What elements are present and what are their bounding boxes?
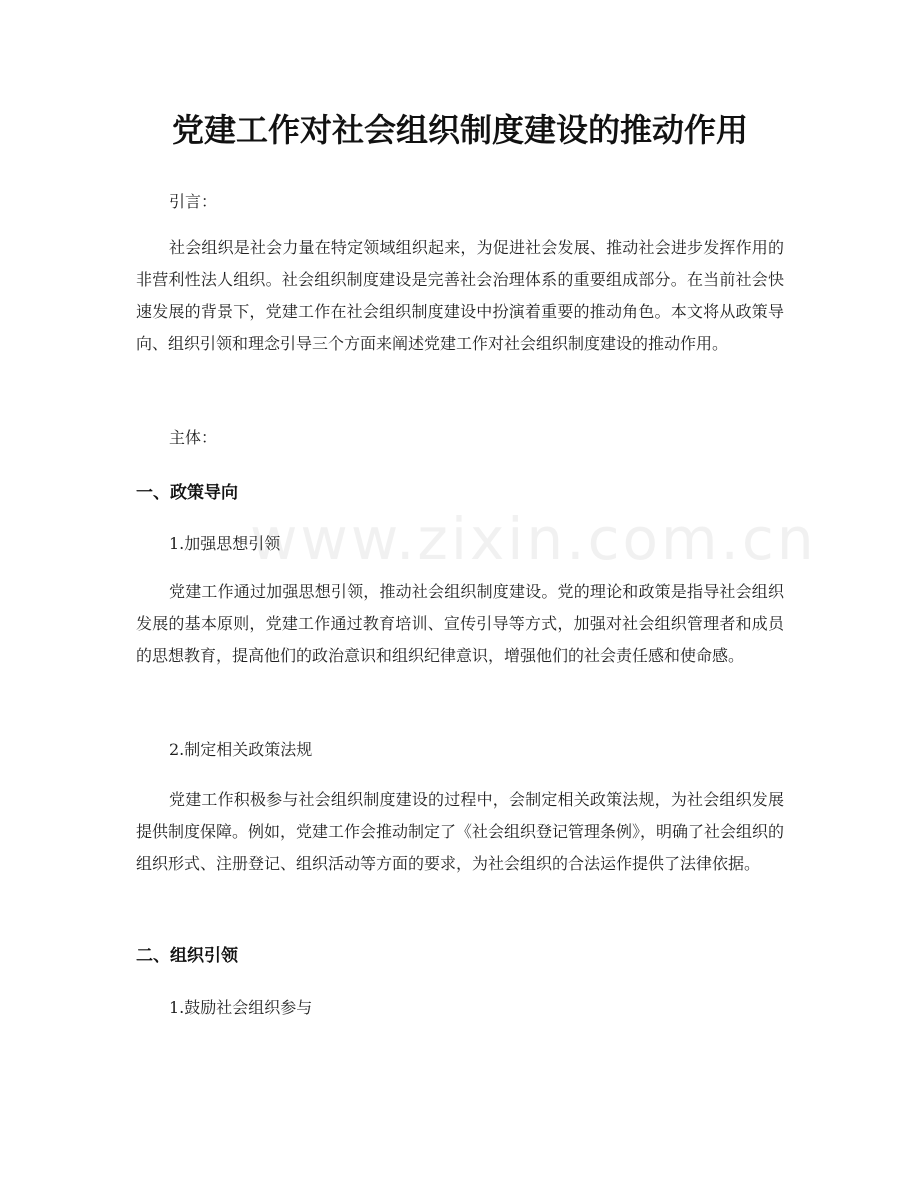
intro-label: 引言： xyxy=(169,192,218,211)
section1-sub1-paragraph: 党建工作通过加强思想引领，推动社会组织制度建设。党的理论和政策是指导社会组织发展的基本原则，党建工作通过教育培训、宣传引导等方式，加强对社会组织管理者和成员的思想教育，提高他们的政治意识和组织纪律意识，增强他们的社会责任感和使命感。 xyxy=(136,582,784,665)
section1-sub2-paragraph: 党建工作积极参与社会组织制度建设的过程中，会制定相关政策法规，为社会组织发展提供制度保障。例如，党建工作会推动制定了《社会组织登记管理条例》，明确了社会组织的组织形式、注册登记、组织活动等方面的要求，为社会组织的合法运作提供了法律依据。 xyxy=(136,790,785,873)
section1-sub1-title: 1.加强思想引领 xyxy=(169,534,281,553)
section2-sub1-title: 1.鼓励社会组织参与 xyxy=(169,998,313,1017)
main-label: 主体： xyxy=(169,428,218,447)
section1-sub2-title: 2.制定相关政策法规 xyxy=(169,740,313,759)
intro-paragraph: 社会组织是社会力量在特定领域组织起来，为促进社会发展、推动社会进步发挥作用的非营利性法人组织。社会组织制度建设是完善社会治理体系的重要组成部分。在当前社会快速发展的背景下，党建工作在社会组织制度建设中扮演着重要的推动角色。本文将从政策导向、组织引领和理念引导三个方面来阐述党建工作对社会组织制度建设的推动作用。 xyxy=(136,238,784,353)
section1-heading: 一、政策导向 xyxy=(136,483,238,503)
watermark-text: www.zixin.com.cn xyxy=(250,505,817,573)
section2-heading: 二、组织引领 xyxy=(136,946,238,966)
document-title: 党建工作对社会组织制度建设的推动作用 xyxy=(171,111,748,149)
